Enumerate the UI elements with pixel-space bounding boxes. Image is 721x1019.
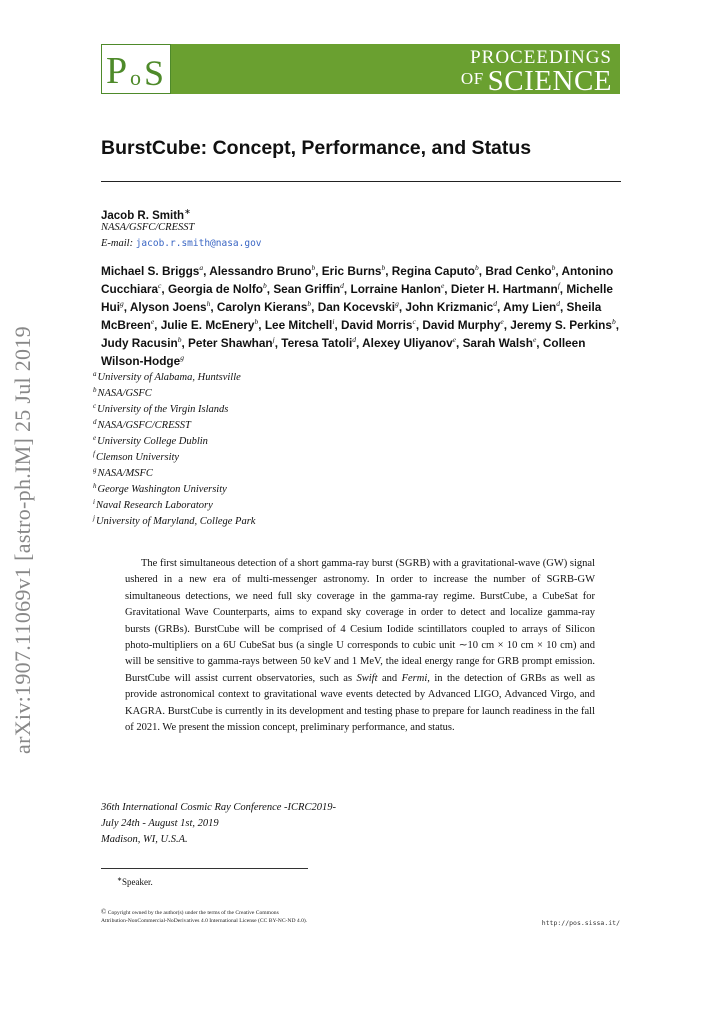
author-affiliation-marker: g xyxy=(120,299,124,309)
author-affiliation-marker: d xyxy=(556,299,560,309)
affiliation-name: University of the Virgin Islands xyxy=(97,404,229,415)
author-affiliation-marker: d xyxy=(340,281,344,291)
author-name: Lee Mitchell xyxy=(264,318,333,332)
arxiv-identifier: arXiv:1907.11069v1 [astro-ph.IM] 25 Jul 2019 xyxy=(10,326,35,754)
author-affiliation-marker: h xyxy=(206,299,211,309)
author-affiliation-marker: b xyxy=(254,317,259,327)
copyright-notice xyxy=(101,909,307,925)
author-name: Regina Caputo xyxy=(391,264,476,278)
author-name: Alessandro Bruno xyxy=(209,264,312,278)
author-affiliation-marker: e xyxy=(452,335,456,345)
conference-name: 36th International Cosmic Ray Conference -ICRC2019- xyxy=(101,802,336,813)
author-name: Sean Griffin xyxy=(273,282,341,296)
pos-logo xyxy=(101,44,171,94)
author xyxy=(168,282,267,296)
author xyxy=(451,282,560,296)
title-rule xyxy=(101,181,621,182)
author xyxy=(341,318,416,332)
abstract xyxy=(125,556,595,736)
footnote-text: Speaker. xyxy=(122,877,153,887)
affiliation-item xyxy=(93,402,255,418)
author xyxy=(217,300,311,314)
author-list: Michael S. Briggs$^a$, Alessandro Bruno$^b$, Eric Burns$^b$, Regina Caputo$^b$, Brad Cenko$^b$, Antonino Cucchiara$^c$, Georgia de Nolfo$^b$, Sean Griffin$^d$, Lorraine Hanlon$^e$, Dieter H. Hartmann$^f$, Michelle Hui$^g$, Alyson Joens$^h$, Carolyn Kierans$^b$, Dan Kocevski$^g$, John Krizmanic$^d$, Amy Lien$^d$, Sheila McBreen$^e$, Julie E. McEnery$^b$, Lee Mitchell$^i$, David Morris$^c$, David Murphy$^e$, Jeremy S. Perkins$^b$, Judy Racusin$^b$, Peter Shawhan$^j$, Teresa Tatoli$^d$, Alexey Uliyanov$^e$, Sarah Walsh$^e$, Colleen Wilson-Hodge$^g$ xyxy=(101,263,619,368)
conference-dates: July 24th - August 1st, 2019 xyxy=(101,818,219,829)
author-affiliation-marker: e xyxy=(440,281,445,291)
affiliation-key: h xyxy=(93,481,97,490)
author-name: Antonino Cucchiara xyxy=(101,264,614,296)
author xyxy=(273,282,344,296)
affiliation-item xyxy=(93,482,255,498)
affiliation-key: b xyxy=(93,385,97,394)
banner-proceedings: PROCEEDINGS xyxy=(470,47,612,68)
author-name: David Murphy xyxy=(422,318,501,332)
abstract-swift: Swift xyxy=(356,672,378,684)
author-affiliation-marker: e xyxy=(500,317,504,327)
footnote xyxy=(117,876,153,887)
author xyxy=(350,282,444,296)
author-name: Carolyn Kierans xyxy=(216,300,308,314)
affiliation-item xyxy=(93,434,255,450)
abstract-part2: , in the detection of GRBs as well as provide astronomical context to gravitational wave events detected by Advanced LIGO, Advanced Virgo, and KAGRA. BurstCube is currently in its development and testing phase to prepare for launch readiness in the fall of 2021. We present the mission concept, preliminary performance, and status. xyxy=(125,672,595,734)
author xyxy=(503,300,560,314)
affiliation-name: NASA/GSFC xyxy=(97,388,152,399)
affiliation-item xyxy=(93,386,255,402)
author-affiliation-marker: f xyxy=(557,281,560,291)
author-affiliation-marker: g xyxy=(180,353,184,363)
speaker-affiliation: NASA/GSFC/CRESST xyxy=(101,222,195,233)
speaker-name xyxy=(101,207,191,222)
author xyxy=(405,300,497,314)
author-affiliation-marker: a xyxy=(199,263,204,273)
conference-location: Madison, WI, U.S.A. xyxy=(101,834,188,845)
pos-banner xyxy=(171,44,620,97)
author-name: Sarah Walsh xyxy=(462,336,533,350)
author xyxy=(485,264,555,278)
affiliation-name: University of Alabama, Huntsville xyxy=(97,372,241,383)
author-name: John Krizmanic xyxy=(405,300,494,314)
copyright-line2: Attribution-NonCommercial-NoDerivatives 4.0 International License (CC BY-NC-ND 4.0). xyxy=(101,917,308,924)
author-name: Amy Lien xyxy=(503,300,557,314)
author xyxy=(101,264,203,278)
author-affiliation-marker: c xyxy=(412,317,416,327)
author-affiliation-marker: j xyxy=(272,335,275,345)
affiliation-list xyxy=(93,370,255,530)
author-affiliation-marker: b xyxy=(381,263,386,273)
author xyxy=(281,336,356,350)
author-name: Alexey Uliyanov xyxy=(362,336,453,350)
author-affiliation-marker: b xyxy=(307,299,312,309)
author-name: Lorraine Hanlon xyxy=(350,282,441,296)
affiliation-key: f xyxy=(93,449,95,458)
affiliation-item xyxy=(93,418,255,434)
affiliation-name: George Washington University xyxy=(97,484,227,495)
email-link[interactable]: jacob.r.smith@nasa.gov xyxy=(135,238,262,249)
author-name: Georgia de Nolfo xyxy=(167,282,263,296)
author-name: Colleen Wilson-Hodge xyxy=(101,336,586,368)
affiliation-name: University of Maryland, College Park xyxy=(95,516,256,527)
author-affiliation-marker: b xyxy=(475,263,479,273)
author-name: Dan Kocevski xyxy=(317,300,396,314)
author xyxy=(209,264,315,278)
banner-of-science xyxy=(461,65,612,98)
author-affiliation-marker: c xyxy=(158,281,162,291)
author-name: Eric Burns xyxy=(321,264,382,278)
affiliation-key: a xyxy=(93,369,97,378)
author-name: Judy Racusin xyxy=(101,336,178,350)
paper-title: BurstCube: Concept, Performance, and Status xyxy=(101,137,532,159)
affiliation-item xyxy=(93,514,255,530)
speaker-email-line xyxy=(101,238,262,249)
pos-url[interactable]: http://pos.sissa.it/ xyxy=(541,919,620,927)
author-name: Jeremy S. Perkins xyxy=(510,318,612,332)
banner-of: OF xyxy=(460,69,484,88)
affiliation-key: c xyxy=(93,401,97,410)
author-name: David Morris xyxy=(341,318,413,332)
author-name: Dieter H. Hartmann xyxy=(450,282,558,296)
banner-science: SCIENCE xyxy=(487,65,612,97)
author xyxy=(130,300,210,314)
author xyxy=(101,336,181,350)
speaker-marker: ∗ xyxy=(184,207,191,216)
author xyxy=(422,318,503,332)
affiliation-key: i xyxy=(93,497,95,506)
author-name: Peter Shawhan xyxy=(188,336,273,350)
affiliation-key: e xyxy=(93,433,97,442)
abstract-fermi: Fermi xyxy=(401,672,428,684)
affiliation-name: NASA/MSFC xyxy=(97,468,153,479)
author-name: Michael S. Briggs xyxy=(101,264,200,278)
author-affiliation-marker: d xyxy=(352,335,357,345)
affiliation-item xyxy=(93,370,255,386)
author xyxy=(322,264,385,278)
pos-logo-o: o xyxy=(130,65,141,90)
author-affiliation-marker: g xyxy=(395,299,399,309)
author-affiliation-marker: b xyxy=(311,263,316,273)
footnote-marker: ∗ xyxy=(117,877,123,883)
affiliation-key: j xyxy=(93,513,95,522)
author xyxy=(362,336,456,350)
author xyxy=(265,318,335,332)
author xyxy=(161,318,259,332)
email-label: E-mail: xyxy=(101,238,134,249)
copyright-icon: © xyxy=(101,908,107,916)
footnote-rule xyxy=(101,868,308,869)
author-affiliation-marker: b xyxy=(177,335,182,345)
author-name: Teresa Tatoli xyxy=(281,336,353,350)
author-name: Julie E. McEnery xyxy=(160,318,255,332)
speaker-name-text: Jacob R. Smith xyxy=(101,209,185,222)
author xyxy=(392,264,479,278)
author-name: Alyson Joens xyxy=(129,300,207,314)
affiliation-item xyxy=(93,498,255,514)
affiliation-name: University College Dublin xyxy=(97,436,208,447)
affiliation-key: d xyxy=(93,417,97,426)
pos-logo-p: P xyxy=(106,50,128,92)
author xyxy=(188,336,275,350)
author-affiliation-marker: i xyxy=(332,317,335,327)
author-name: Sheila McBreen xyxy=(101,300,602,332)
affiliation-name: Naval Research Laboratory xyxy=(95,500,213,511)
author xyxy=(463,336,537,350)
author-affiliation-marker: e xyxy=(150,317,155,327)
author-affiliation-marker: b xyxy=(551,263,556,273)
author-name: Brad Cenko xyxy=(485,264,552,278)
conference-info xyxy=(101,800,336,848)
author xyxy=(510,318,615,332)
affiliation-name: NASA/GSFC/CRESST xyxy=(97,420,191,431)
author-affiliation-marker: b xyxy=(611,317,616,327)
author xyxy=(318,300,399,314)
author-affiliation-marker: e xyxy=(532,335,537,345)
affiliation-name: Clemson University xyxy=(95,452,180,463)
copyright-line1: Copyright owned by the author(s) under the terms of the Creative Commons xyxy=(107,910,279,916)
abstract-and: and xyxy=(377,672,402,684)
author-name: Michelle Hui xyxy=(101,282,613,314)
pos-logo-s: S xyxy=(144,53,165,93)
affiliation-key: g xyxy=(93,465,97,474)
affiliation-item xyxy=(93,450,255,466)
affiliation-item xyxy=(93,466,255,482)
abstract-part1: The first simultaneous detection of a short gamma-ray burst (SGRB) with a gravitational-wave (GW) signal ushered in a new era of multi-messenger astronomy. In order to increase the number of SGRB-GW simultaneous detections, we need full sky coverage in the gamma-ray regime. BurstCube, a CubeSat for Gravitational Wave Counterparts, aims to expand sky coverage in order to detect and localize gamma-ray bursts (GRBs). BurstCube will be comprised of 4 Cesium Iodide scintillators coupled to arrays of Silicon photo-multipliers on a 6U CubeSat bus (a single U corresponds to cubic unit ∼10 cm × 10 cm × 10 cm) and will be sensitive to gamma-rays between 50 keV and 1 MeV, the ideal energy range for GRB prompt emission. BurstCube will assist current observatories, such as xyxy=(125,558,595,684)
author-affiliation-marker: b xyxy=(263,281,267,291)
author-affiliation-marker: d xyxy=(493,299,497,309)
